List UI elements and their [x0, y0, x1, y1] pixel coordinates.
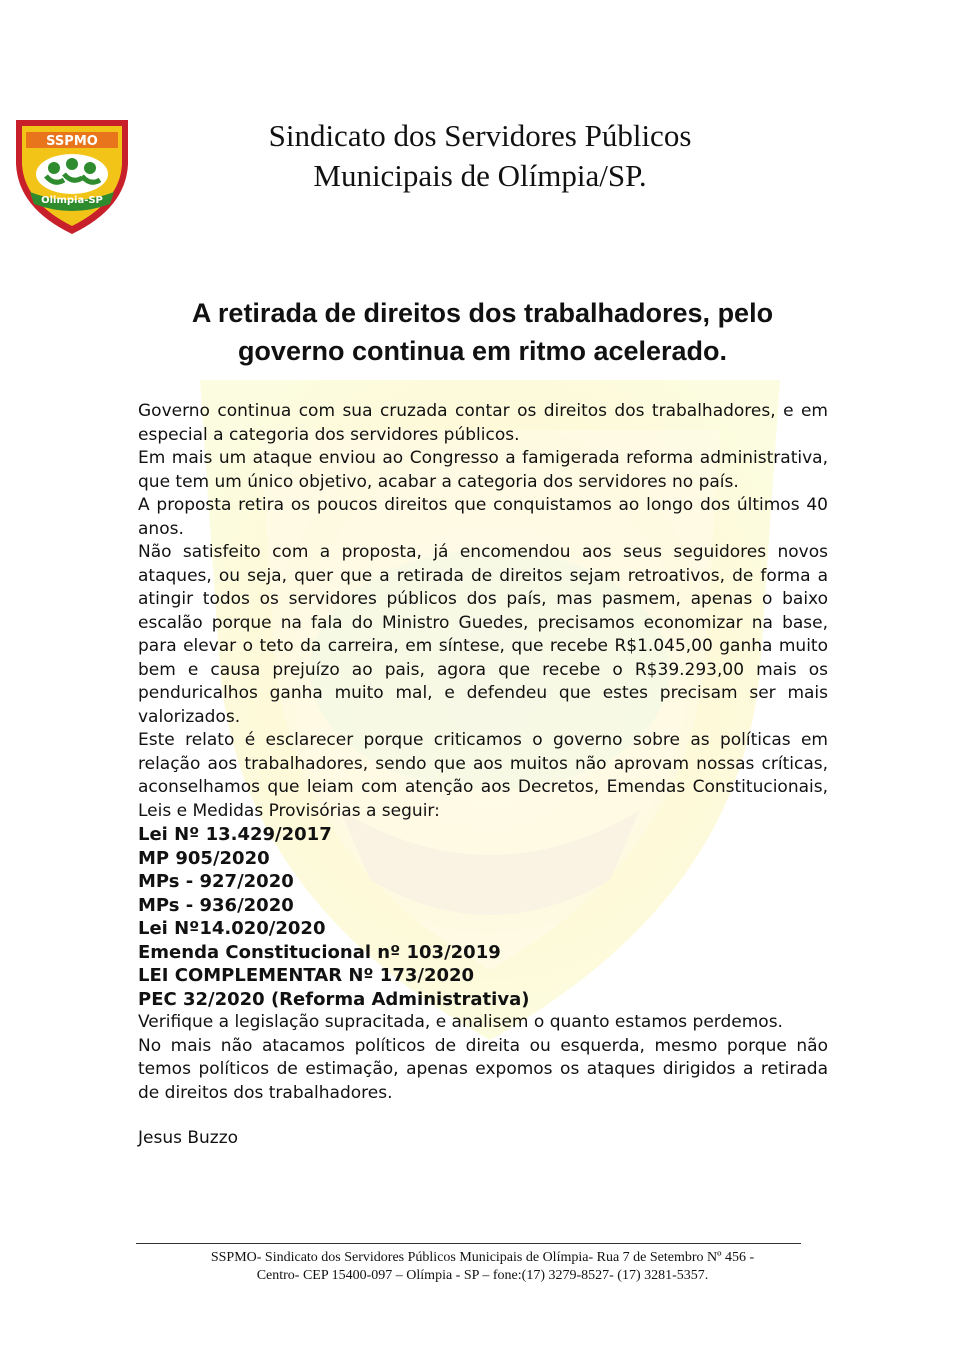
paragraph-2: Em mais um ataque enviou ao Congresso a famigerada reforma administrativa, que tem um único objetivo, acabar a categoria dos servidores no país.	[138, 448, 828, 492]
legislation-item: PEC 32/2020 (Reforma Administrativa)	[138, 988, 530, 1010]
headline-line-2: governo continua em ritmo acelerado.	[237, 336, 728, 366]
closing-paragraph-2: No mais não atacamos políticos de direita ou esquerda, mesmo porque não temos políticos de estimação, apenas expomos os ataques dirigidos a retirada de direitos dos trabalhadores.	[138, 1035, 828, 1103]
paragraph-5: Este relato é esclarecer porque criticamos o governo sobre as políticas em relação aos trabalhadores, sendo que aos muitos não aprovam nossas críticas, aconselhamos que leiam com atenção aos Decretos, Emendas Constitucionais, Leis e Medidas Provisórias a seguir:	[138, 730, 828, 821]
headline-line-1: A retirada de direitos dos trabalhadores, pelo	[191, 298, 774, 328]
legislation-item: MPs - 927/2020	[138, 871, 294, 892]
footer-line-1: SSPMO- Sindicato dos Servidores Públicos Municipais de Olímpia- Rua 7 de Setembro Nº 456 -	[210, 1250, 755, 1265]
footer-address	[130, 1249, 835, 1285]
article-body	[138, 400, 828, 1105]
legislation-item: MPs - 936/2020	[138, 894, 294, 916]
closing-paragraph-1: Verifique a legislação supracitada, e analisem o quanto estamos perdemos.	[138, 1012, 783, 1032]
paragraph-3: A proposta retira os poucos direitos que conquistamos ao longo dos últimos 40 anos.	[138, 495, 828, 539]
signature: Jesus Buzzo	[138, 1128, 239, 1148]
legislation-list	[138, 823, 828, 1011]
union-name-line-1: Sindicato dos Servidores Públicos	[268, 118, 692, 153]
union-name	[160, 116, 800, 196]
legislation-item: Emenda Constitucional nº 103/2019	[138, 941, 501, 963]
legislation-item: LEI COMPLEMENTAR Nº 173/2020	[138, 965, 475, 986]
paragraph-1: Governo continua com sua cruzada contar os direitos dos trabalhadores, e em especial a categoria dos servidores públicos.	[138, 401, 828, 445]
sspmo-logo	[6, 112, 138, 238]
legislation-item: MP 905/2020	[138, 847, 270, 869]
article-headline	[100, 294, 865, 370]
legislation-item: Lei Nº 13.429/2017	[138, 824, 332, 845]
union-name-line-2: Municipais de Olímpia/SP.	[313, 158, 647, 193]
logo-top-text: SSPMO	[46, 134, 98, 149]
legislation-item: Lei Nº14.020/2020	[138, 918, 326, 939]
footer-line-2: Centro- CEP 15400-097 – Olímpia - SP – fone:(17) 3279-8527- (17) 3281-5357.	[256, 1268, 709, 1283]
logo-bottom-text: Olimpia-SP	[41, 195, 103, 206]
paragraph-4: Não satisfeito com a proposta, já encomendou aos seus seguidores novos ataques, ou seja, quer que a retirada de direitos sejam retroativos, de forma a atingir todos os servidores públicos dos país, mas pasmem, apenas o baixo escalão porque na fala do Ministro Guedes, precisamos economizar na base, para elevar o teto da carreira, em síntese, que recebe R$1.045,00 ganha muito bem e causa prejuízo ao pais, agora que recebe o R$39.293,00 mais os penduricalhos ganha muito mal, e defendeu que estes precisam ser mais valorizados.	[138, 542, 828, 727]
footer-divider	[136, 1243, 801, 1244]
